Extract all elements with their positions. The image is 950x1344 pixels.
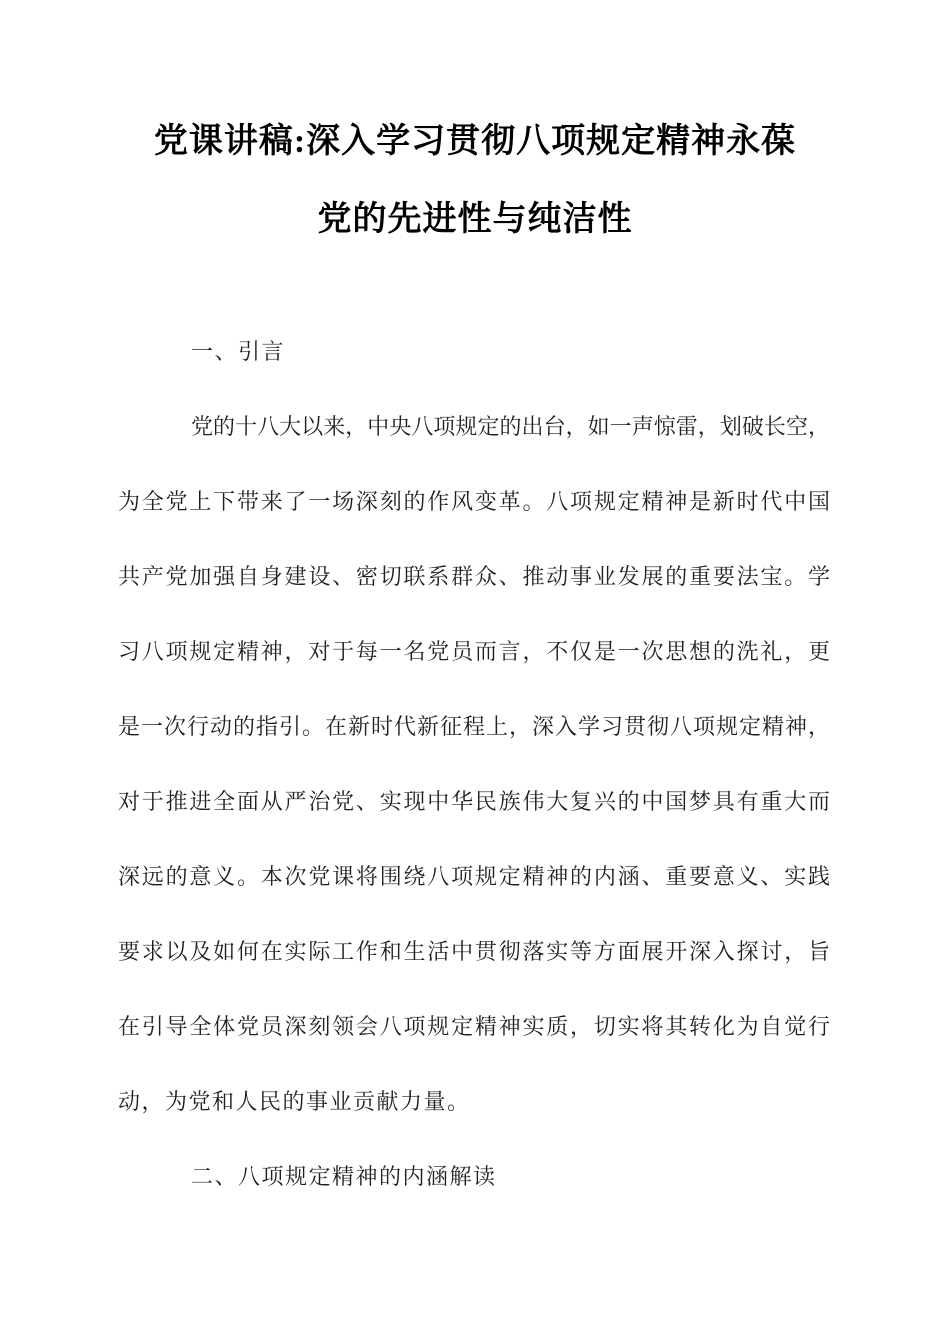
body-line: 是一次行动的指引。在新时代新征程上，深入学习贯彻八项规定精神，: [118, 714, 830, 739]
document-title-line-2: 党的先进性与纯洁性: [317, 201, 633, 238]
heading-section-1-introduction: 一、引言: [191, 339, 286, 364]
body-line: 在引导全体党员深刻领会八项规定精神实质，切实将其转化为自觉行: [118, 1014, 830, 1039]
body-line: 党的十八大以来，中央八项规定的出台，如一声惊雷，划破长空，: [191, 414, 830, 439]
body-line: 对于推进全面从严治党、实现中华民族伟大复兴的中国梦具有重大而: [118, 789, 830, 814]
body-line-paragraph-end: 动，为党和人民的事业贡献力量。: [118, 1089, 471, 1114]
document-body: [118, 314, 830, 1214]
body-line: 习八项规定精神，对于每一名党员而言，不仅是一次思想的洗礼，更: [118, 639, 830, 664]
document-title: [0, 0, 950, 259]
body-line: 深远的意义。本次党课将围绕八项规定精神的内涵、重要意义、实践: [118, 864, 830, 889]
body-line: 共产党加强自身建设、密切联系群众、推动事业发展的重要法宝。学: [118, 564, 830, 589]
heading-section-2: 二、八项规定精神的内涵解读: [191, 1164, 497, 1189]
body-line: 为全党上下带来了一场深刻的作风变革。八项规定精神是新时代中国: [118, 489, 830, 514]
body-line: 要求以及如何在实际工作和生活中贯彻落实等方面展开深入探讨，旨: [118, 939, 830, 964]
document-title-line-1: 党课讲稿:深入学习贯彻八项规定精神永葆: [153, 123, 797, 160]
